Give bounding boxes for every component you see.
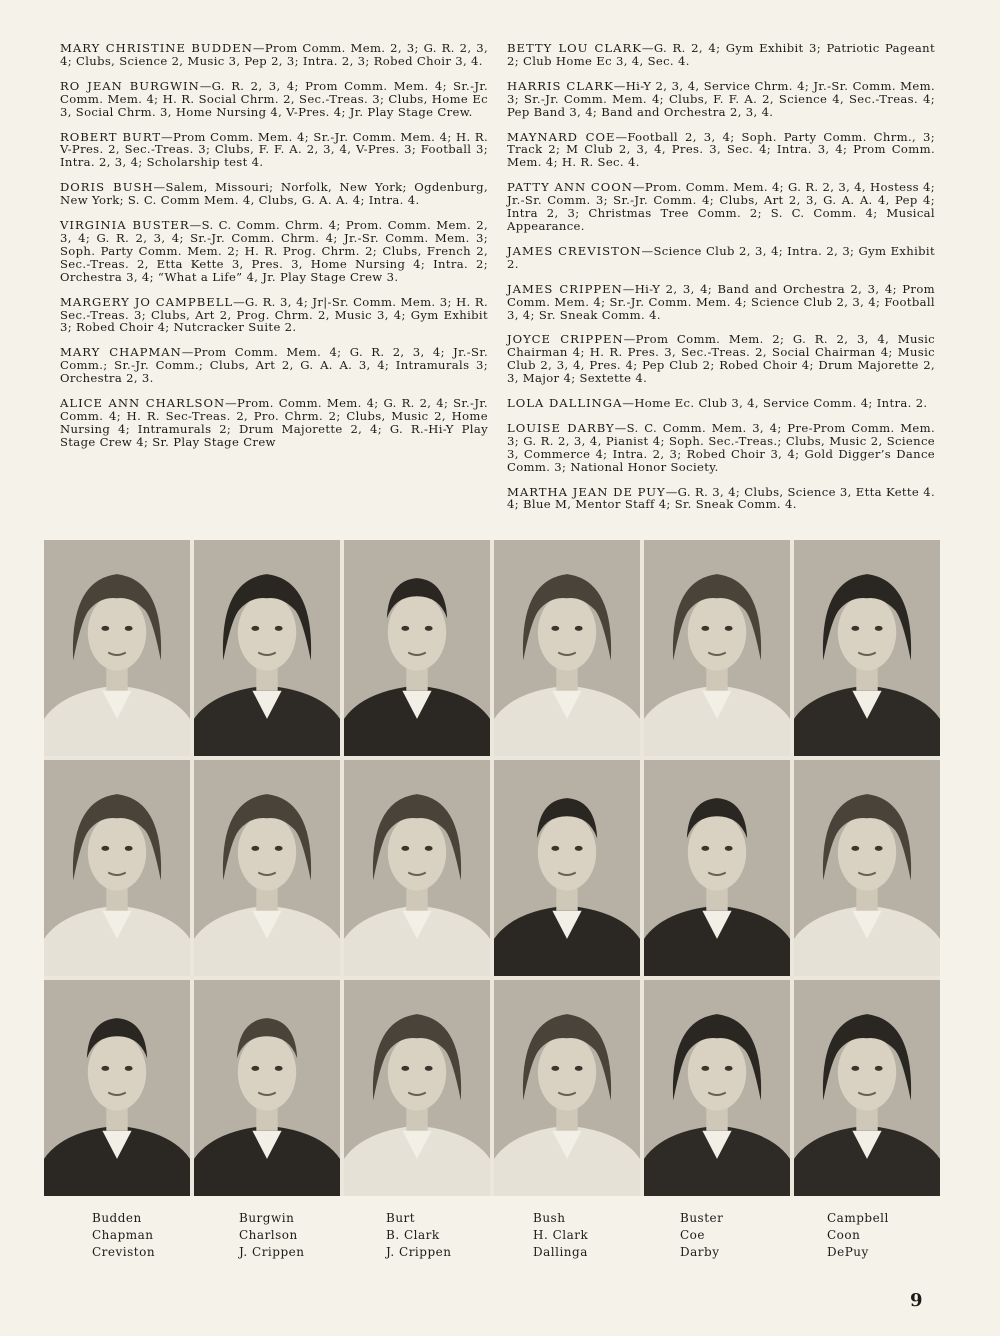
caption-name: Buster [680, 1211, 724, 1225]
biography-entry [60, 42, 488, 68]
caption-name: Budden [92, 1211, 142, 1225]
caption-name: H. Clark [533, 1228, 589, 1242]
student-name: VIRGINIA BUSTER [60, 218, 190, 233]
student-portrait [794, 540, 940, 756]
biography-entry [60, 181, 488, 207]
activities-text: —Prom Comm. Mem. 4; Sr.-Jr. Comm. Mem. 4; H. R. V-Pres. 2, Sec.-Treas. 3; Clubs, F. F. A. 2, 3, 4, V-Pres. 3; Football 3; Intra. 2, 3, 4; Scholarship test 4. [60, 129, 488, 170]
student-portrait [344, 540, 490, 756]
portrait-figure [44, 540, 190, 756]
caption-name: Darby [680, 1245, 720, 1259]
caption-name: Chapman [92, 1228, 154, 1242]
activities-text: —G. R. 2, 3, 4; Prom Comm. Mem. 4; Sr.-Jr. Comm. Mem. 4; H. R. Social Chrm. 2, Sec.-Treas. 3; Clubs, Home Ec 3, Social Chrm. 3, Home Nursing 4, V-Pres. 4; Jr. Play Stage Crew. [60, 78, 488, 119]
activities-text: —Hi-Y 2, 3, 4, Service Chrm. 4; Jr.-Sr. Comm. Mem. 3; Sr.-Jr. Comm. Mem. 4; Clubs, F. F. A. 2, Science 4, Sec.-Treas. 4; Pep Band 3, 4; Band and Orchestra 2, 3, 4. [507, 78, 935, 119]
activities-text: —S. C. Comm. Chrm. 4; Prom. Comm. Mem. 2, 3, 4; G. R. 2, 3, 4; Sr.-Jr. Comm. Chrm. 4; Jr.-Sr. Comm. Mem. 3; Soph. Party Comm. Mem. 2; H. R. Prog. Chrm. 2; Clubs, French 2, Sec.-Treas. 2, Etta Kette 3, Pres. 3, Home Nursing 4; Intra. 2; Orchestra 3, 4; “What a Life” 4, Jr. Play Stage Crew 3. [60, 218, 488, 284]
portrait-figure [644, 980, 790, 1196]
activities-text: —Football 2, 3, 4; Soph. Party Comm. Chrm., 3; Track 2; M Club 2, 3, 4, Pres. 3, Sec. 4; Intra. 3, 4; Prom Comm. Mem. 4; H. R. Sec. 4. [507, 129, 935, 170]
activities-text: —G. R. 3, 4; Jr|-Sr. Comm. Mem. 3; H. R. Sec.-Treas. 3; Clubs, Art 2, Prog. Chrm. 2, Music 3, 4; Gym Exhibit 3; Robed Choir 4; Nutcracker Suite 2. [60, 294, 489, 335]
portrait-figure [194, 760, 340, 976]
page-number: 9 [910, 1290, 923, 1311]
portrait-figure [644, 540, 790, 756]
caption-name: DePuy [827, 1245, 869, 1259]
portrait-figure [44, 760, 190, 976]
student-portrait [794, 760, 940, 976]
portrait-figure [194, 540, 340, 756]
activities-text: —Prom. Comm. Mem. 4; G. R. 2, 3, 4, Hostess 4; Jr.-Sr. Comm. 3; Sr.-Jr. Comm. 4; Clubs, Art 2, 3, G. A. A. 4, Pep 4; Intra 2, 3; Christmas Tree Comm. 2; S. C. Comm. 4; Musical Appearance. [507, 180, 935, 233]
biography-entry [60, 346, 488, 385]
biography-entry [507, 181, 935, 233]
biography-entry [507, 283, 935, 322]
student-name: PATTY ANN COON [507, 180, 633, 195]
student-name: BETTY LOU CLARK [507, 41, 642, 55]
student-name: LOUISE DARBY [507, 420, 615, 435]
activities-text: —Prom Comm. Mem. 2; G. R. 2, 3, 4, Music Chairman 4; H. R. Pres. 3, Sec.-Treas. 2, Social Chairman 4; Music Club 2, 3, 4, Pres. 4; Pep Club 2; Robed Choir 4; Drum Majorette 2, 3, Major 4; Sextette 4. [507, 332, 935, 386]
caption-name: B. Clark [386, 1228, 440, 1242]
student-portrait [44, 980, 190, 1196]
biography-entry [507, 486, 935, 512]
biography-entry [507, 131, 935, 170]
student-name: MARY CHAPMAN [60, 345, 182, 360]
portrait-grid [44, 540, 940, 1196]
portrait-figure [794, 980, 940, 1196]
student-portrait [794, 980, 940, 1196]
student-name: ALICE ANN CHARLSON [60, 396, 226, 411]
activities-text: —G. R. 3, 4; Clubs, Science 3, Etta Kette 4. 4; Blue M, Mentor Staff 4; Sr. Sneak Comm. 4. [507, 484, 936, 512]
student-name: DORIS BUSH [60, 180, 154, 195]
caption-name: Bush [533, 1211, 566, 1225]
caption-column [386, 1210, 533, 1261]
activities-text: —Prom. Comm. Mem. 4; G. R. 2, 4; Sr.-Jr. Comm. 4; H. R. Sec-Treas. 2, Pro. Chrm. 2; Clubs, Music 2, Home Nursing 4; Intramurals 2; Drum Majorette 2, 4; G. R.-Hi-Y Play Stage Crew 4; Sr. Play Stage Crew [60, 396, 488, 449]
right-text-column [507, 42, 935, 523]
student-portrait [494, 760, 640, 976]
student-portrait [644, 540, 790, 756]
student-name: JAMES CRIPPEN [507, 281, 623, 296]
caption-name: Coe [680, 1228, 706, 1242]
student-portrait [44, 760, 190, 976]
biography-entry [60, 296, 488, 335]
student-name: MARGERY JO CAMPBELL [60, 294, 234, 309]
student-portrait [644, 760, 790, 976]
portrait-figure [194, 980, 340, 1196]
biography-entry [507, 333, 935, 385]
biography-entry [507, 422, 935, 474]
student-portrait [644, 980, 790, 1196]
biography-entry [60, 80, 488, 119]
student-name: JAMES CREVISTON [507, 243, 642, 258]
student-name: LOLA DALLINGA [507, 396, 623, 411]
activities-text: —G. R. 2, 4; Gym Exhibit 3; Patriotic Pageant 2; Club Home Ec 3, 4, Sec. 4. [507, 41, 935, 68]
caption-column [92, 1210, 239, 1261]
student-name: HARRIS CLARK [507, 78, 614, 93]
student-name: ROBERT BURT [60, 129, 162, 144]
portrait-figure [494, 760, 640, 976]
biography-entry [507, 42, 935, 68]
portrait-figure [494, 980, 640, 1196]
biography-entry [507, 80, 935, 119]
student-portrait [44, 540, 190, 756]
student-name: MARTHA JEAN DE PUY [507, 484, 666, 499]
biography-entry [60, 219, 488, 284]
student-portrait [344, 760, 490, 976]
biography-entry [507, 397, 935, 410]
left-text-column [60, 42, 488, 461]
activities-text: —Prom Comm. Mem. 2, 3; G. R. 2, 3, 4; Clubs, Science 2, Music 3, Pep 2, 3; Intra. 2, 3; Robed Choir 3, 4. [60, 41, 488, 68]
portrait-figure [344, 980, 490, 1196]
caption-name: Dallinga [533, 1245, 588, 1259]
caption-column [827, 1210, 974, 1261]
caption-name: Burt [386, 1211, 416, 1225]
student-portrait [344, 980, 490, 1196]
caption-name: Burgwin [239, 1211, 295, 1225]
caption-name: Coon [827, 1228, 861, 1242]
biography-entry [507, 245, 935, 271]
caption-name: Creviston [92, 1245, 156, 1259]
activities-text: —Hi-Y 2, 3, 4; Band and Orchestra 2, 3, 4; Prom Comm. Mem. 4; Sr.-Jr. Comm. Mem. 4; Science Club 2, 3, 4; Football 3, 4; Sr. Sneak Comm. 4. [507, 281, 935, 322]
portrait-figure [494, 540, 640, 756]
caption-column [239, 1210, 386, 1261]
student-portrait [194, 540, 340, 756]
portrait-figure [344, 540, 490, 756]
caption-column [533, 1210, 680, 1261]
caption-name: J. Crippen [239, 1245, 305, 1259]
student-portrait [494, 980, 640, 1196]
portrait-figure [794, 760, 940, 976]
portrait-figure [644, 760, 790, 976]
portrait-figure [344, 760, 490, 976]
caption-name: J. Crippen [386, 1245, 452, 1259]
caption-name: Charlson [239, 1228, 298, 1242]
portrait-figure [794, 540, 940, 756]
student-portrait [194, 760, 340, 976]
caption-columns [92, 1210, 972, 1261]
student-name: MARY CHRISTINE BUDDEN [60, 41, 253, 55]
student-name: JOYCE CRIPPEN [507, 332, 624, 347]
activities-text: —Prom Comm. Mem. 4; G. R. 2, 3, 4; Jr.-Sr. Comm.; Sr.-Jr. Comm.; Clubs, Art 2, G. A. A. 3, 4; Intramurals 3; Orchestra 2, 3. [60, 345, 489, 386]
activities-text: —S. C. Comm. Mem. 3, 4; Pre-Prom Comm. Mem. 3; G. R. 2, 3, 4, Pianist 4; Soph. Sec.-Treas.; Clubs, Music 2, Science 3, Commerce 4; Intra. 2, 3; Robed Choir 3, 4; Gold Digger’s Dance Comm. 3; National Honor Society. [507, 420, 936, 474]
student-portrait [194, 980, 340, 1196]
portrait-figure [44, 980, 190, 1196]
caption-column [680, 1210, 827, 1261]
student-portrait [494, 540, 640, 756]
activities-text: —Science Club 2, 3, 4; Intra. 2, 3; Gym Exhibit 2. [507, 243, 936, 271]
caption-name: Campbell [827, 1211, 889, 1225]
biography-entry [60, 131, 488, 170]
student-name: RO JEAN BURGWIN [60, 78, 200, 93]
student-name: MAYNARD COE [507, 129, 616, 144]
biography-entry [60, 397, 488, 449]
activities-text: —Salem, Missouri; Norfolk, New York; Ogdenburg, New York; S. C. Comm Mem. 4, Clubs, G. A. A. 4; Intra. 4. [60, 180, 488, 208]
activities-text: —Home Ec. Club 3, 4, Service Comm. 4; Intra. 2. [622, 396, 928, 411]
